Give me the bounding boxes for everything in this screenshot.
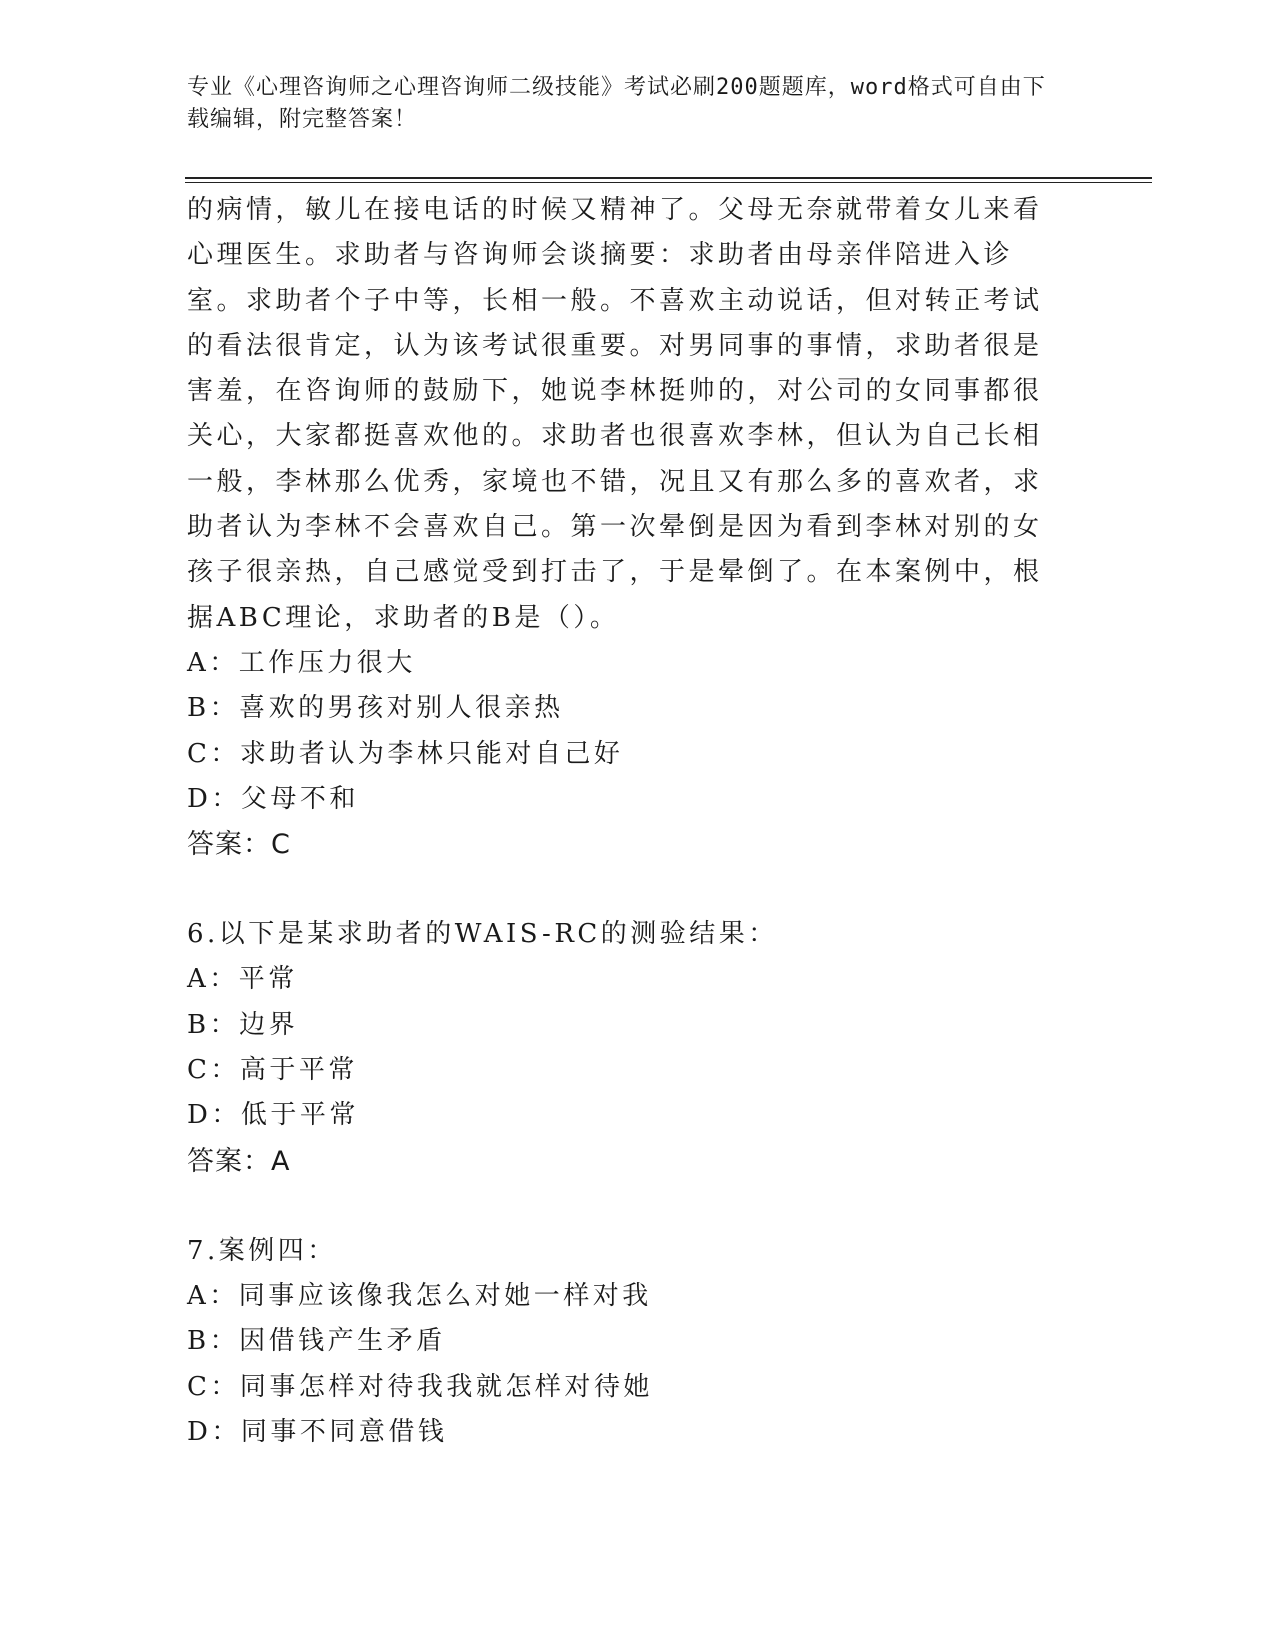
option-a: A：平常: [187, 964, 298, 995]
document-header: 专业《心理咨询师之心理咨询师二级技能》考试必刷200题题库，word格式可自由下载编辑，附完整答案！: [187, 75, 1046, 132]
answer-label: 答案：A: [187, 1145, 291, 1177]
option-b: B：喜欢的男孩对别人很亲热: [187, 693, 564, 724]
question-5: [187, 188, 1067, 867]
header-divider-thin: [185, 182, 1152, 183]
header-divider-thick: [185, 177, 1152, 179]
option-b: B：因借钱产生矛盾: [187, 1326, 446, 1357]
option-d: D：父母不和: [187, 783, 359, 814]
option-d: D：低于平常: [187, 1100, 359, 1131]
option-d: D：同事不同意借钱: [187, 1416, 448, 1447]
question-7: [187, 1229, 1067, 1455]
option-c: C：高于平常: [187, 1055, 358, 1086]
option-c: C：同事怎样对待我我就怎样对待她: [187, 1371, 653, 1402]
option-b: B：边界: [187, 1009, 299, 1040]
question-stem: 的病情，敏儿在接电话的时候又精神了。父母无奈就带着女儿来看心理医生。求助者与咨询师会谈摘要：求助者由母亲伴陪进入诊室。求助者个子中等，长相一般。不喜欢主动说话，但对转正考试的看法很肯定，认为该考试很重要。对男同事的事情，求助者很是害羞，在咨询师的鼓励下，她说李林挺帅的，对公司的女同事都很关心，大家都挺喜欢他的。求助者也很喜欢李林，但认为自己长相一般，李林那么优秀，家境也不错，况且又有那么多的喜欢者，求助者认为李林不会喜欢自己。第一次晕倒是因为看到李林对别的女孩子很亲热，自己感觉受到打击了，于是晕倒了。在本案例中，根据ABC理论，求助者的B是（）。: [187, 195, 1043, 633]
question-6: [187, 912, 1067, 1183]
answer-label: 答案：C: [187, 829, 291, 861]
document-body: [187, 188, 1067, 1455]
option-a: A：同事应该像我怎么对她一样对我: [187, 1280, 652, 1311]
question-stem: 6.以下是某求助者的WAIS-RC的测验结果：: [187, 919, 778, 950]
option-c: C：求助者认为李林只能对自己好: [187, 738, 624, 769]
question-stem: 7.案例四：: [187, 1235, 337, 1266]
option-a: A：工作压力很大: [187, 647, 416, 678]
